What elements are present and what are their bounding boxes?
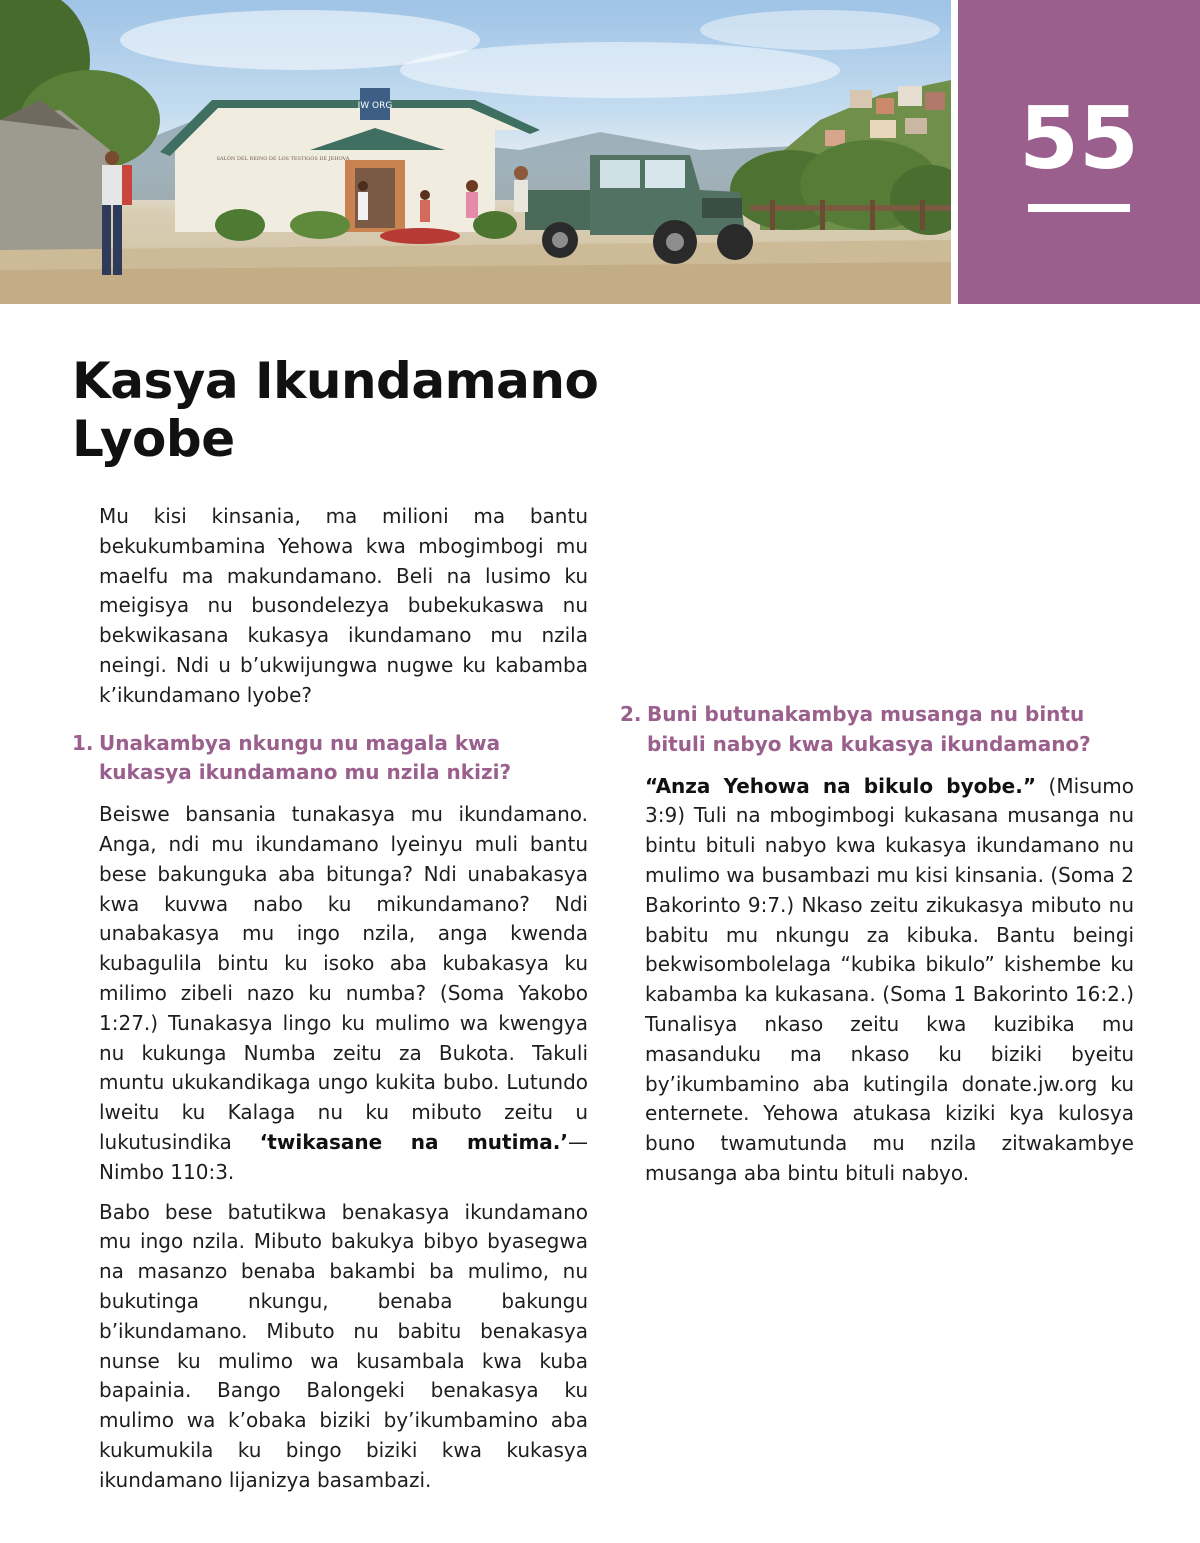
section-1-bold-quote: ‘twikasane na mutima.’	[259, 1129, 568, 1154]
jw-sign-text: JW ORG	[357, 101, 393, 111]
section-2-paragraph-1-text: (Misumo 3:9) Tuli na mbogimbogi kukasana musanga nu bintu bituli nabyo kwa kukasya ikundamano nu mulimo wa busambazi mu kisi kinsania. (Soma 2 Bakorinto 9:7.) Nkaso zeitu zikukasya mibuto nu babitu mu nkungu za kibuka. Bantu beingi bekwisombolelaga “kubika bikulo” kishembe ku kabamba ka kukasana. (Soma 1 Bakorinto 16:2.) Tunalisya nkaso zeitu kwa kuzibika mu masanduku ma nkaso ku biziki byeitu by’ikumbamino aba kutingila donate.jw.org ku enternete. Yehowa atukasa kiziki kya kulosya buno twamutunda mu nzila zitwakambye musanga aba bintu bituli nabyo.	[645, 773, 1134, 1185]
question-1-number: 1.	[72, 730, 94, 755]
question-2-text: Buni butunakambya musanga nu bintu bituli nabyo kwa kukasya ikundamano?	[647, 702, 1091, 756]
page-title: Kasya Ikundamano Lyobe	[72, 352, 599, 468]
question-2	[620, 700, 1134, 760]
hero-illustration	[0, 0, 951, 304]
section-1-citation: —Nimbo 110:3.	[99, 1129, 588, 1184]
section-1-paragraph-1	[99, 800, 588, 1187]
section-1-paragraph-2: Babo bese batutikwa benakasya ikundamano mu ingo nzila. Mibuto bakukya bibyo byasegwa na masanzo benaba bakambi ba mulimo, nu bukutinga nkungu, benaba bakungu b’ikundamano. Mibuto nu babitu benakasya nunse ku mulimo wa kusambala kwa kuba bapainia. Bango Balongeki benakasya ku mulimo wa k’obaka biziki by’ikumbamino aba kukumukila ku bingo biziki kwa kukasya ikundamano lijanizya basambazi.	[99, 1199, 588, 1492]
column-left	[72, 502, 588, 1506]
lesson-number: 55	[1019, 89, 1139, 189]
hall-sign: SALÓN DEL REINO DE LOS TESTIGOS DE JEHOVÁ	[216, 156, 350, 162]
question-2-number: 2.	[620, 702, 642, 726]
section-2-paragraph-1	[645, 772, 1134, 1189]
question-1-text: Unakambya nkungu nu magala kwa kukasya ikundamano mu nzila nkizi?	[99, 730, 512, 785]
intro-paragraph: Mu kisi kinsania, ma milioni ma bantu bekukumbamina Yehowa kwa mbogimbogi mu maelfu ma makundamano. Beli na lusimo ku meigisya nu busondelezya bubekukaswa nu bekwikasana kukasya ikundamano mu nzila neingi. Ndi u b’ukwijungwa nugwe ku kabamba k’ikundamano lyobe?	[99, 504, 588, 707]
question-1	[72, 729, 588, 789]
section-2-bold-quote: “Anza Yehowa na bikulo byobe.”	[645, 773, 1036, 798]
column-right	[620, 502, 1134, 1199]
lesson-number-box	[958, 0, 1200, 304]
section-1-paragraph-1-text: Beiswe bansania tunakasya mu ikundamano. Anga, ndi mu ikundamano lyeinyu muli bantu bese bakunguka aba bitunga? Ndi unabakasya kwa kuvwa nabo ku mikundamano? Ndi unabakasya mu ingo nzila, anga kwenda kubagulila bintu ku isoko aba kubakasya ku milimo zibeli nazo ku numba? (Soma Yakobo 1:27.) Tunakasya lingo ku mulimo wa kwengya nu kukunga Numba zeitu za Bukota. Takuli muntu ukukandikaga ungo kukita bubo. Lutundo lweitu ku Kalaga nu ku mibuto zeitu u lukutusindika	[99, 802, 588, 1154]
lesson-number-underline	[1028, 204, 1130, 212]
